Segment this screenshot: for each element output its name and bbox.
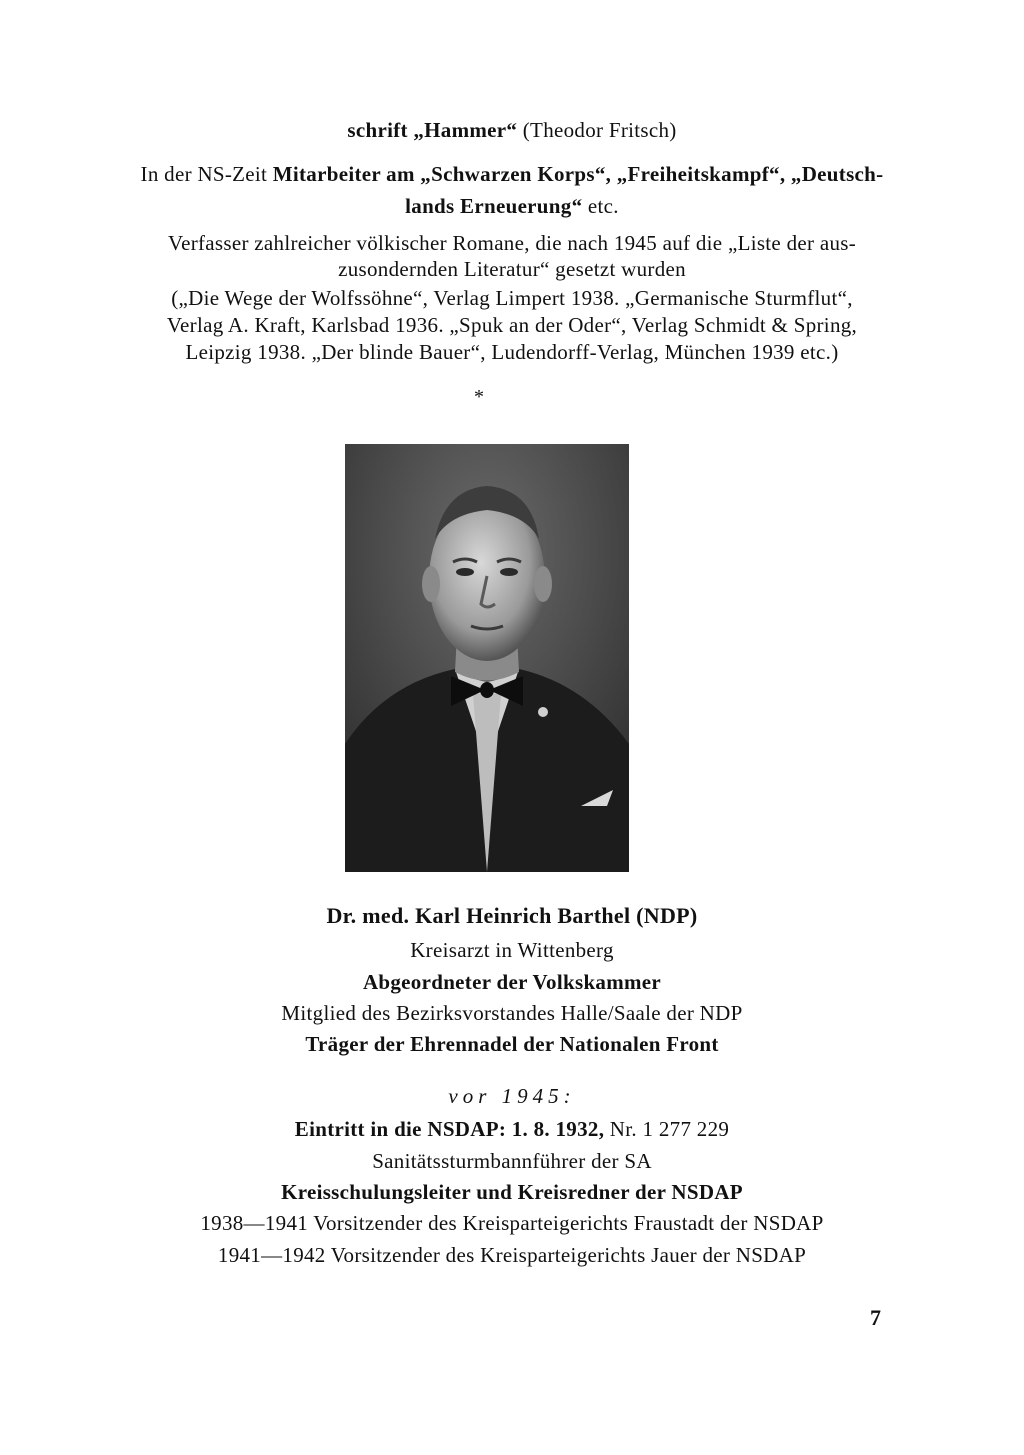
ns-era-prefix: In der NS-Zeit <box>140 162 273 186</box>
paragraph3-line2: zusondernden Literatur“ gesetzt wurden <box>338 257 686 281</box>
magazine-editor: (Theodor Fritsch) <box>517 118 677 142</box>
person-name <box>0 903 1024 929</box>
person-role4-text: Träger der Ehrennadel der Nationalen Front <box>305 1032 719 1056</box>
paragraph1-line1 <box>0 117 1024 143</box>
separator-asterisk: * <box>474 386 484 408</box>
ns-era-publication-2: lands Erneuerung“ <box>405 194 583 218</box>
page-number: 7 <box>870 1305 881 1330</box>
portrait-illustration <box>345 444 629 872</box>
person-role3: Mitglied des Bezirksvorstandes Halle/Saale der NDP <box>281 1001 743 1025</box>
person-role2 <box>0 969 1024 995</box>
person-role2-text: Abgeordneter der Volkskammer <box>362 970 662 994</box>
before-1945-item2-text: Kreisschulungsleiter und Kreisredner der NSDAP <box>281 1180 743 1204</box>
before-1945-item2 <box>0 1179 1024 1205</box>
paragraph2-line1 <box>0 161 1024 187</box>
magazine-name: schrift „Hammer“ <box>347 118 518 142</box>
ns-era-etc: etc. <box>582 194 619 218</box>
person-role4 <box>0 1031 1024 1057</box>
paragraph2-line2 <box>0 193 1024 219</box>
person-role1: Kreisarzt in Wittenberg <box>410 938 614 962</box>
paragraph3-line3: („Die Wege der Wolfssöhne“, Verlag Limpert 1938. „Germanische Sturmflut“, <box>171 286 853 310</box>
nsdap-entry <box>0 1116 1024 1142</box>
nsdap-entry-number: Nr. 1 277 229 <box>604 1117 730 1141</box>
paragraph3-line5: Leipzig 1938. „Der blinde Bauer“, Ludendorff-Verlag, München 1939 etc.) <box>185 340 839 364</box>
person-name-text: Dr. med. Karl Heinrich Barthel (NDP) <box>326 903 698 928</box>
before-1945-item1: Sanitätssturmbannführer der SA <box>372 1149 652 1173</box>
before-1945-item3: 1938—1941 Vorsitzender des Kreisparteigerichts Fraustadt der NSDAP <box>200 1211 824 1235</box>
paragraph3-line4: Verlag A. Kraft, Karlsbad 1936. „Spuk an der Oder“, Verlag Schmidt & Spring, <box>166 313 858 337</box>
ns-era-publications: Mitarbeiter am „Schwarzen Korps“, „Freiheitskampf“, „Deutsch- <box>272 162 884 186</box>
portrait-photo <box>345 444 629 872</box>
paragraph3-line1: Verfasser zahlreicher völkischer Romane, die nach 1945 auf die „Liste der aus- <box>167 231 857 255</box>
nsdap-entry-date: Eintritt in die NSDAP: 1. 8. 1932, <box>294 1117 605 1141</box>
before-1945-item4: 1941—1942 Vorsitzender des Kreisparteigerichts Jauer der NSDAP <box>217 1243 807 1267</box>
before-1945-heading: vor 1945: <box>448 1084 576 1108</box>
